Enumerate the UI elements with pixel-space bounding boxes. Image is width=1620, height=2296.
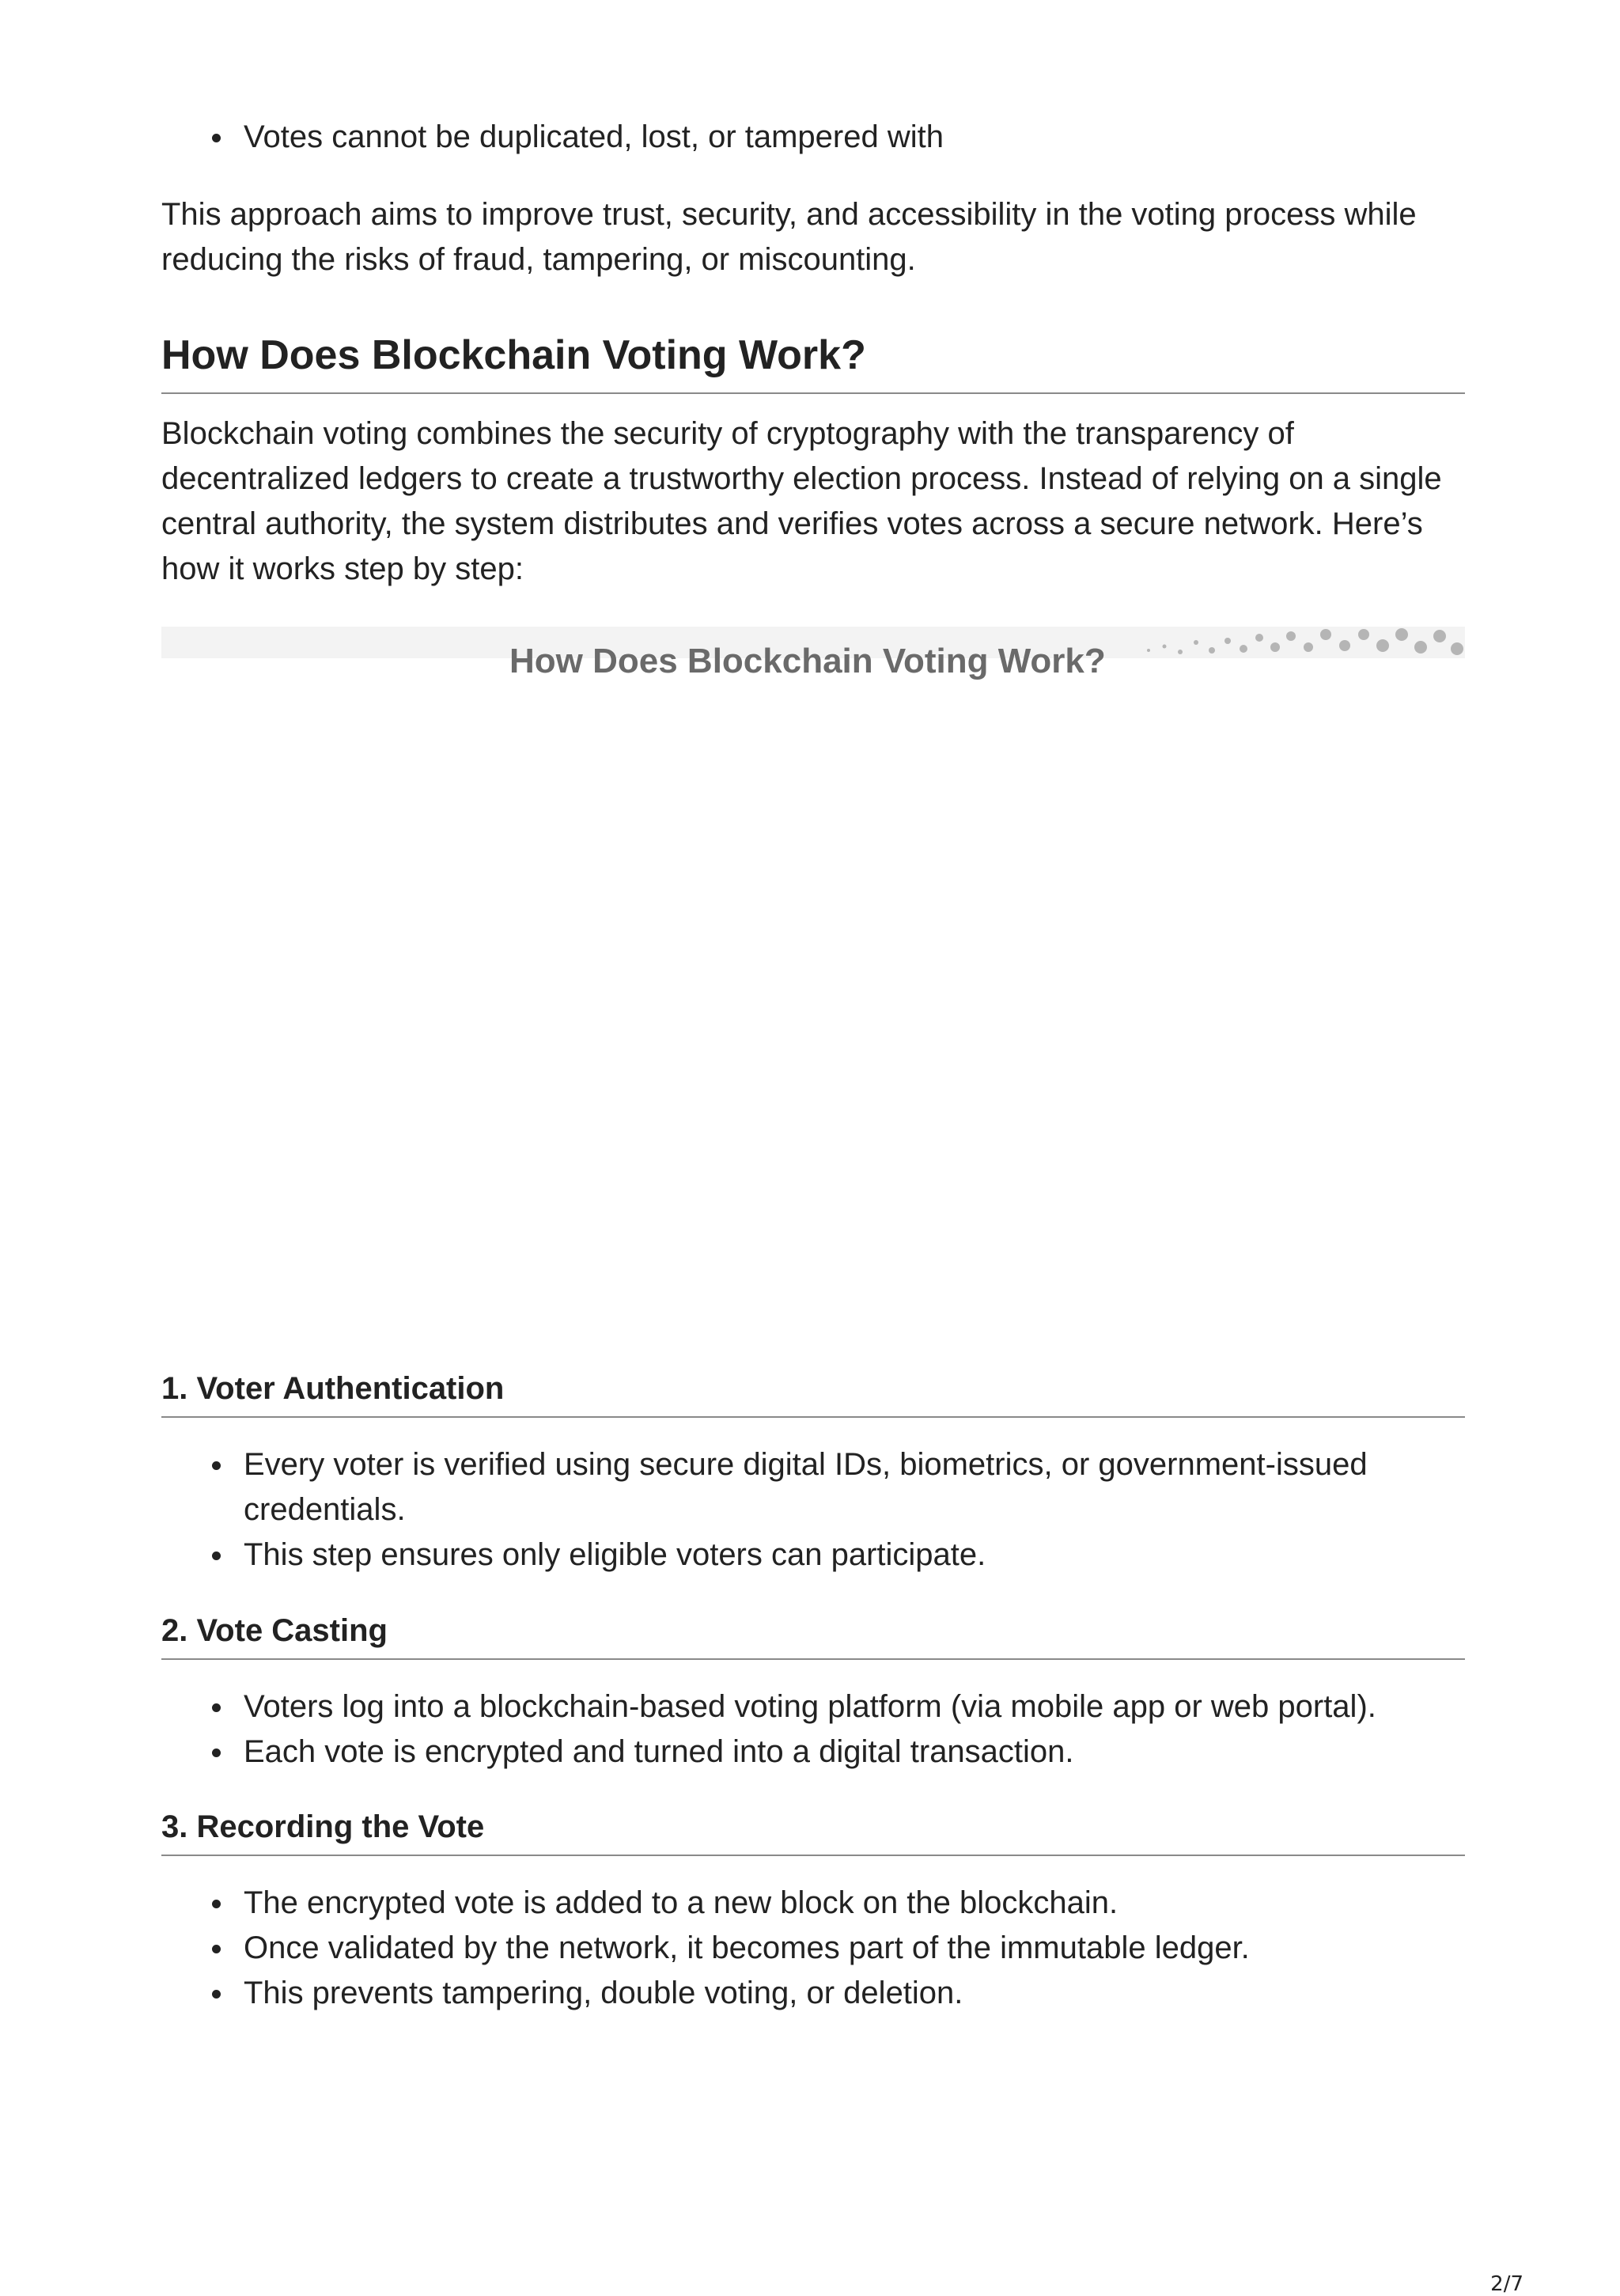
step-bullet-list bbox=[161, 1442, 1465, 1578]
page-number: 2/7 bbox=[1490, 2272, 1523, 2296]
step-heading: 1. Voter Authentication bbox=[161, 1367, 1465, 1418]
list-item: Voters log into a blockchain-based voting platform (via mobile app or web portal). bbox=[161, 1684, 1465, 1730]
image-title: How Does Blockchain Voting Work? bbox=[509, 642, 1106, 680]
list-item: Every voter is verified using secure digital IDs, biometrics, or government-issued credentials. bbox=[161, 1442, 1465, 1533]
dot-pattern-decoration bbox=[1133, 627, 1465, 658]
list-item: Each vote is encrypted and turned into a digital transaction. bbox=[161, 1730, 1465, 1775]
section-heading: How Does Blockchain Voting Work? bbox=[161, 328, 1465, 394]
intro-paragraph: This approach aims to improve trust, security, and accessibility in the voting process while reducing the risks of fraud, tampering, or miscounting. bbox=[161, 197, 1417, 277]
list-item: This step ensures only eligible voters can participate. bbox=[161, 1533, 1465, 1578]
step-bullet-list bbox=[161, 1684, 1465, 1775]
section-paragraph: Blockchain voting combines the security of cryptography with the transparency of decentralized ledgers to create a trustworthy election process. Instead of relying on a single central authority, the system distributes and verifies votes across a secure network. Here’s how it works step by step: bbox=[161, 416, 1442, 586]
step-heading: 3. Recording the Vote bbox=[161, 1805, 1465, 1856]
list-item: The encrypted vote is added to a new block on the blockchain. bbox=[161, 1881, 1465, 1926]
step-heading: 2. Vote Casting bbox=[161, 1609, 1465, 1660]
diagram-image bbox=[161, 627, 1465, 680]
list-item: Votes cannot be duplicated, lost, or tampered with bbox=[161, 115, 1465, 160]
list-item: Once validated by the network, it becomes part of the immutable ledger. bbox=[161, 1926, 1465, 1971]
step-bullet-list bbox=[161, 1881, 1465, 2016]
list-item: This prevents tampering, double voting, or deletion. bbox=[161, 1971, 1465, 2016]
intro-bullet-list bbox=[161, 115, 1465, 160]
